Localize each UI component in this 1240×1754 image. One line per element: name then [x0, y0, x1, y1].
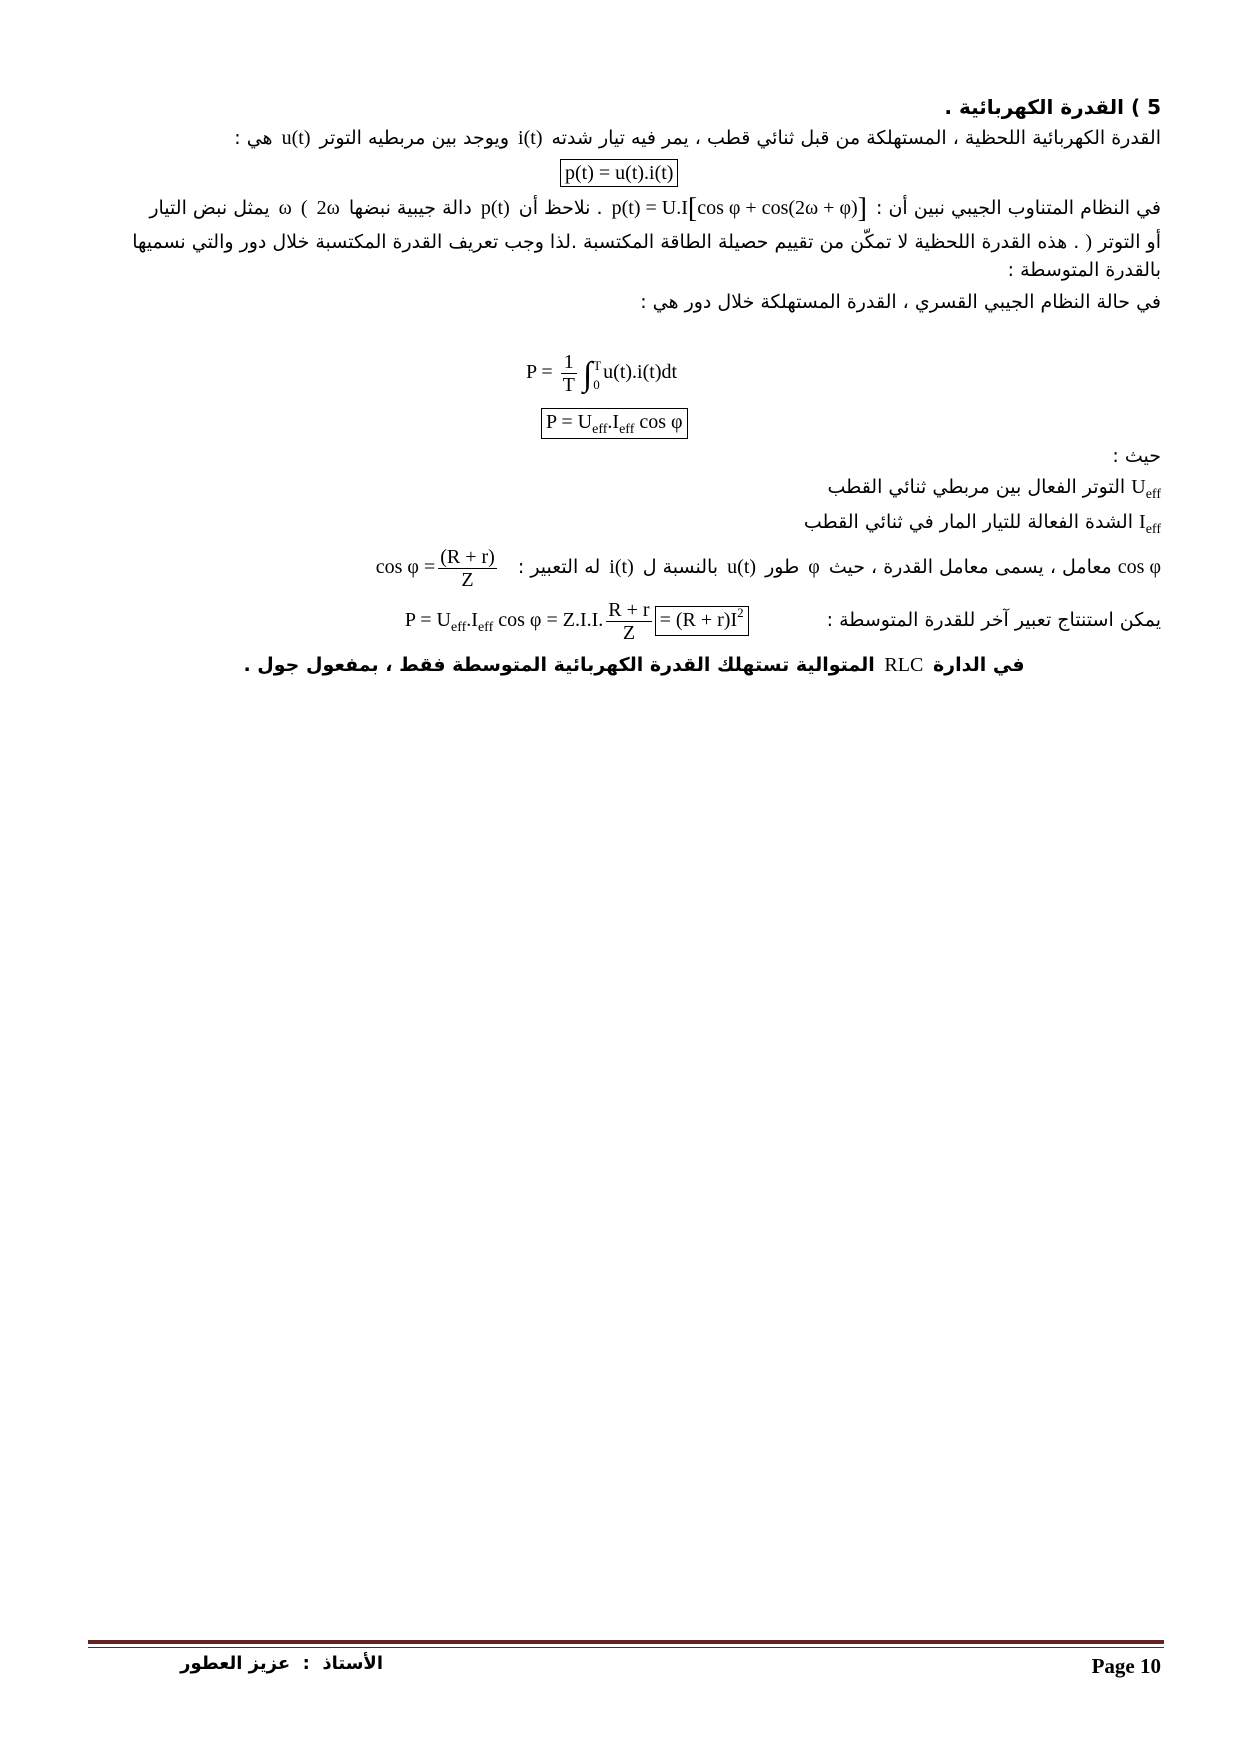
text-segment: أو التوتر: [1098, 231, 1161, 253]
paragraph-power-factor: [373, 543, 1161, 591]
footer-author: الأستاذ : عزيز العطور: [180, 1653, 383, 1674]
text-segment: التوتر الفعال بين مربطي ثنائي القطب: [827, 476, 1126, 498]
subscript: eff: [1145, 522, 1161, 537]
math-rlc: RLC: [884, 654, 924, 676]
text-segment: هي :: [234, 127, 273, 149]
subscript: eff: [451, 620, 467, 635]
paragraph-where: حيث :: [1112, 445, 1161, 467]
formula-instant-sinusoidal: [612, 193, 867, 223]
integrand: u(t).i(t)dt: [603, 361, 678, 383]
formula-average-power: [541, 408, 688, 439]
fraction: [438, 546, 497, 591]
fraction-denominator: Z: [461, 568, 474, 591]
formula-instant-power-box: [560, 159, 678, 187]
formula-lhs: P =: [526, 361, 553, 383]
bracket-close: ]: [857, 193, 867, 224]
text-segment: القدرة الكهربائية اللحظية ، المستهلكة من قبل ثنائي قطب ، يمر فيه تيار شدته: [551, 127, 1161, 149]
text-segment: يمثل نبض التيار: [149, 197, 270, 219]
paragraph-instant-power: [234, 123, 1161, 153]
text-segment: طور: [765, 556, 800, 578]
integral: [583, 348, 601, 398]
paragraph-other-expression: [402, 596, 1161, 644]
math-pulsation: ω: [278, 197, 292, 219]
text-segment: في النظام المتناوب الجيبي نبين أن :: [876, 197, 1161, 219]
subscript: eff: [619, 422, 635, 437]
fraction: [606, 599, 651, 644]
text-segment: يمكن استنتاج تعبير آخر للقدرة المتوسطة :: [826, 609, 1161, 631]
formula-instant-power: p(t) = u(t).i(t): [560, 159, 678, 187]
footer-rule-thick: [88, 1640, 1164, 1644]
fraction-denominator: T: [562, 373, 575, 396]
paragraph-sinusoidal-continued: [132, 227, 1161, 257]
symbol-ieff: [1139, 507, 1161, 540]
text-segment: في الدارة: [932, 654, 1025, 676]
definition-ueff: [827, 472, 1161, 502]
math-current: i(t): [609, 556, 634, 578]
formula-inner: cos φ + cos(2ω + φ): [697, 197, 858, 219]
symbol: I: [1139, 511, 1146, 533]
integral-lower-limit: 0: [593, 376, 600, 392]
page-number: Page 10: [1091, 1654, 1161, 1678]
paragraph-forced-regime: في حالة النظام الجيبي القسري ، القدرة المستهلكة خلال دور هي :: [640, 291, 1161, 313]
formula-part: cos φ = Z.I.I.: [498, 609, 604, 631]
paragraph-average-name: بالقدرة المتوسطة :: [1007, 259, 1161, 281]
conclusion: [107, 650, 1161, 680]
fraction: [561, 351, 577, 396]
paren-open: (: [300, 197, 308, 219]
subscript: eff: [477, 620, 494, 635]
text-segment: ويوجد بين مربطيه التوتر: [319, 127, 509, 149]
math-power: p(t): [480, 197, 510, 219]
formula-part: cos φ: [639, 411, 683, 433]
math-voltage: u(t): [281, 127, 311, 149]
formula-lhs: p(t) = U.I: [611, 197, 688, 219]
text-segment: دالة جيبية نبضها: [348, 197, 472, 219]
fraction-numerator: 1: [561, 351, 577, 374]
math-current: i(t): [518, 127, 543, 149]
formula-average-power-integral: [526, 347, 677, 397]
text-segment: له التعبير :: [517, 556, 601, 578]
fraction-numerator: (R + r): [440, 545, 495, 568]
integral-limits: [593, 356, 601, 394]
superscript: 2: [737, 605, 744, 620]
formula-average-power-box: [541, 408, 688, 439]
fraction-numerator: R + r: [608, 598, 650, 621]
bracket-open: [: [687, 193, 698, 224]
formula-part: P = U: [546, 411, 593, 433]
paragraph-sinusoidal: [149, 193, 1161, 223]
formula-power-factor: [376, 543, 500, 591]
footer-rule-thin: [88, 1647, 1164, 1648]
definition-ieff: [804, 507, 1161, 537]
formula-part: .I: [466, 609, 478, 631]
formula-joule-box: [655, 606, 749, 636]
symbol-ueff: [1131, 472, 1161, 505]
subscript: eff: [1145, 487, 1161, 502]
formula-part: .I: [607, 411, 620, 433]
text-segment: . هذه القدرة اللحظية لا تمكّن من تقييم حصيلة الطاقة المكتسبة .لذا وجب تعريف القدرة المكتسبة خلال دور والتي نسميها: [132, 231, 1080, 253]
fraction-denominator: Z: [622, 621, 636, 644]
math-phi: φ: [808, 556, 820, 578]
section-heading: 5 ) القدرة الكهربائية .: [944, 95, 1161, 119]
math-voltage: u(t): [727, 556, 757, 578]
subscript: eff: [592, 422, 608, 437]
integral-upper-limit: T: [593, 357, 602, 373]
text-segment: الشدة الفعالة للتيار المار في ثنائي القطب: [803, 511, 1133, 533]
text-segment: معامل ، يسمى معامل القدرة ، حيث: [828, 556, 1112, 578]
formula-average-power-joule: [405, 596, 749, 647]
formula-part: = (R + r)I: [659, 609, 738, 631]
integral-sign: ∫: [582, 355, 593, 393]
text-segment: . نلاحظ أن: [518, 197, 603, 219]
text-segment: المتوالية تستهلك القدرة الكهربائية المتوسطة فقط ، بمفعول جول .: [243, 654, 875, 676]
text-segment: بالنسبة ل: [642, 556, 719, 578]
formula-part: P = U: [404, 609, 451, 631]
formula-lhs: cos φ =: [375, 556, 436, 578]
math-double-pulsation: 2ω: [316, 197, 340, 219]
symbol: U: [1131, 476, 1146, 498]
math-cos-phi: cos φ: [1117, 556, 1161, 578]
paren-close: ): [1085, 231, 1093, 253]
